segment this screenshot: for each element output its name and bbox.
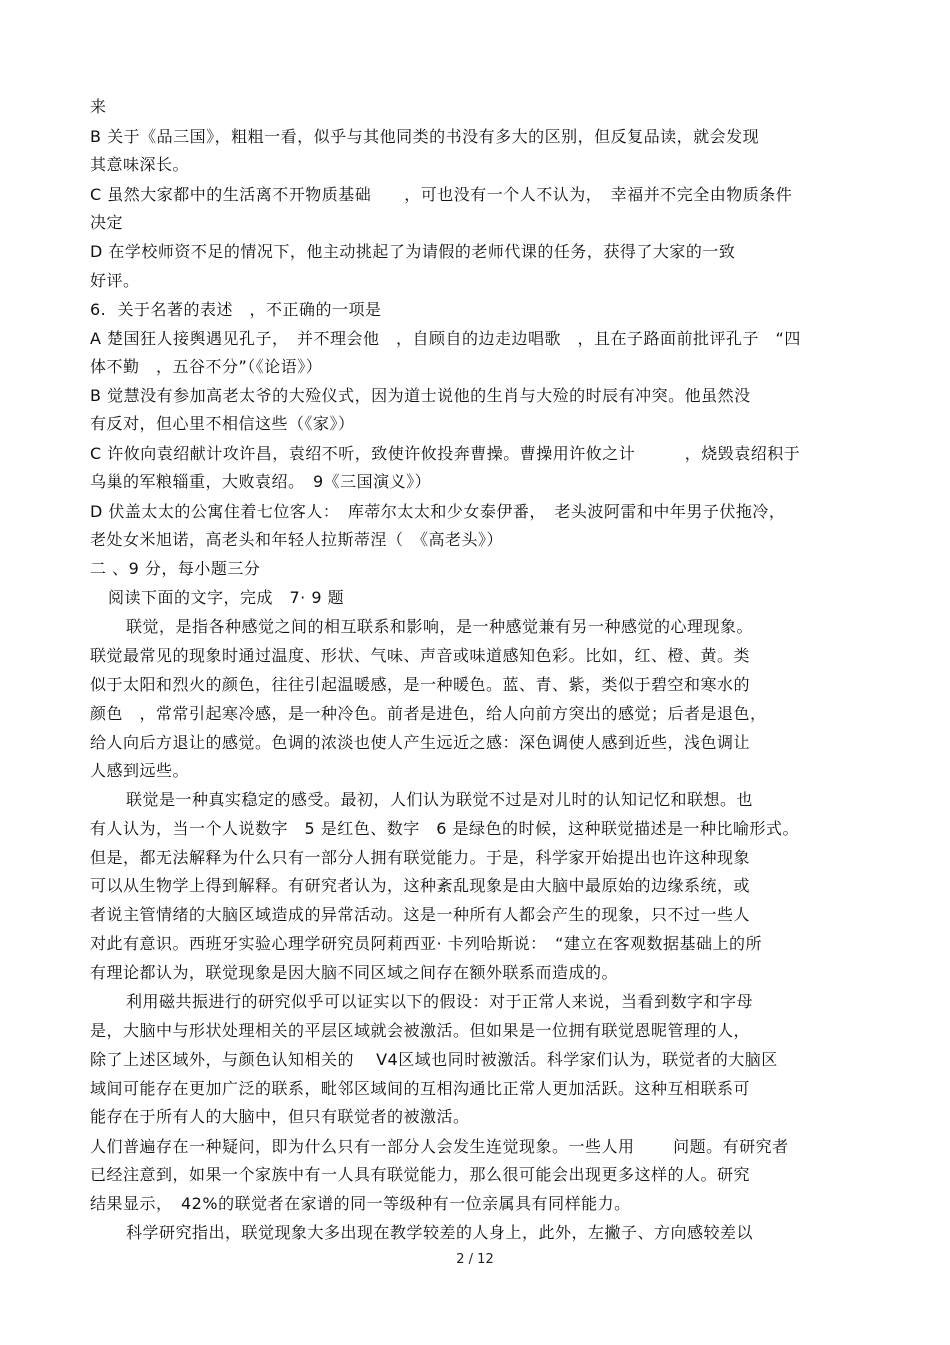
paragraph-line: 联觉最常见的现象时通过温度、形状、气味、声音或味道感知色彩。比如，红、橙、黄。类: [90, 646, 751, 665]
option-c-line: C 虽然大家都中的生活离不开物质基础 ，可也没有一个人不认为， 幸福并不完全由物质条件: [90, 185, 793, 204]
text-line: 其意味深长。: [90, 155, 190, 174]
option-c-line: C 许攸向袁绍献计攻许昌，袁绍不听，致使许攸投奔曹操。曹操用许攸之计 ，烧毁袁绍积于: [90, 444, 801, 463]
paragraph-line: 人感到远些。: [90, 761, 190, 780]
page-number: 2 / 12: [456, 1252, 494, 1267]
paragraph-line: 有理论都认为，联觉现象是因大脑不同区域之间存在额外联系而造成的。: [90, 963, 619, 982]
reading-instruction: 阅读下面的文字，完成 7· 9 题: [108, 588, 345, 607]
paragraph-line: 能存在于所有人的大脑中，但只有联觉者的被激活。: [90, 1107, 470, 1126]
text-line: 决定: [90, 213, 124, 232]
text-line: 来: [90, 97, 107, 116]
paragraph-line: 似于太阳和烈火的颜色，往往引起温暖感，是一种暖色。蓝、青、紫，类似于碧空和寒水的: [90, 675, 751, 694]
text-line: 乌巢的军粮辎重，大败袁绍。 9《三国演义》）: [90, 472, 432, 491]
text-line: 老处女米旭诺，高老头和年轻人拉斯蒂涅（ 《高老头》）: [90, 530, 504, 549]
paragraph-line: 联觉是一种真实稳定的感受。最初，人们认为联觉不过是对儿时的认知记忆和联想。也: [126, 790, 754, 809]
text-line: 有反对，但心里不相信这些（《家》）: [90, 414, 355, 433]
paragraph-line: 有人认为，当一个人说数字 5 是红色、数字 6 是绿色的时候，这种联觉描述是一种比喻形式。: [90, 819, 800, 838]
paragraph-line: 颜色 ，常常引起寒冷感，是一种冷色。前者是进色，给人向前方突出的感觉；后者是退色，: [90, 704, 767, 723]
paragraph-line: 给人向后方退让的感觉。色调的浓淡也使人产生远近之感：深色调使人感到近些，浅色调让: [90, 733, 751, 752]
paragraph-line: 可以从生物学上得到解释。有研究者认为，这种紊乱现象是由大脑中最原始的边缘系统，或: [90, 876, 751, 895]
paragraph-line: 域间可能存在更加广泛的联系，毗邻区域间的互相沟通比正常人更加活跃。这种互相联系可: [90, 1079, 751, 1098]
paragraph-line: 科学研究指出，联觉现象大多出现在教学较差的人身上，此外，左撇子、方向感较差以: [126, 1223, 754, 1242]
option-d-line: D 伏盖太太的公寓住着七位客人： 库蒂尔太太和少女泰伊番， 老头波阿雷和中年男子伏拖冷，: [90, 502, 786, 521]
paragraph-line: 是，大脑中与形状处理相关的平层区域就会被激活。但如果是一位拥有联觉恩昵管理的人，: [90, 1021, 751, 1040]
section-heading: 二 、9 分，每小题三分: [90, 559, 261, 578]
paragraph-line: 结果显示， 42%的联觉者在家谱的同一等级种有一位亲属具有同样能力。: [90, 1194, 631, 1213]
question-6-title: 6. 关于名著的表述 ，不正确的一项是: [90, 300, 382, 319]
paragraph-line: 除了上述区域外，与颜色认知相关的 V4区域也同时被激活。科学家们认为，联觉者的大脑区: [90, 1050, 778, 1069]
text-line: 好评。: [90, 271, 140, 290]
paragraph-line: 者说主管情绪的大脑区域造成的异常活动。这是一种所有人都会产生的现象，只不过一些人: [90, 905, 751, 924]
option-b-line: B 关于《品三国》，粗粗一看，似乎与其他同类的书没有多大的区别，但反复品读，就会发现: [90, 127, 760, 146]
paragraph-line: 利用磁共振进行的研究似乎可以证实以下的假设：对于正常人来说，当看到数字和字母: [126, 992, 754, 1011]
paragraph-line: 联觉，是指各种感觉之间的相互联系和影响，是一种感觉兼有另一种感觉的心理现象。: [126, 617, 754, 636]
paragraph-line: 人们普遍存在一种疑问，即为什么只有一部分人会发生连觉现象。一些人用 问题。有研究者: [90, 1137, 789, 1156]
paragraph-line: 对此有意识。西班牙实验心理学研究员阿莉西亚· 卡列哈斯说： “建立在客观数据基础上的所: [90, 934, 762, 953]
option-a-line: A 楚国狂人接舆遇见孔子， 并不理会他 ，自顾自的边走边唱歌 ，且在子路面前批评孔子 “四: [90, 329, 801, 348]
paragraph-line: 但是，都无法解释为什么只有一部分人拥有联觉能力。于是，科学家开始提出也许这种现象: [90, 848, 751, 867]
text-line: 体不勤 ，五谷不分”（《论语》）: [90, 357, 323, 376]
paragraph-line: 已经注意到，如果一个家族中有一人具有联觉能力，那么很可能会出现更多这样的人。研究: [90, 1165, 751, 1184]
option-d-line: D 在学校师资不足的情况下，他主动挑起了为请假的老师代课的任务，获得了大家的一致: [90, 242, 736, 261]
option-b-line: B 觉慧没有参加高老太爷的大殓仪式，因为道士说他的生肖与大殓的时辰有冲突。他虽然没: [90, 386, 751, 405]
